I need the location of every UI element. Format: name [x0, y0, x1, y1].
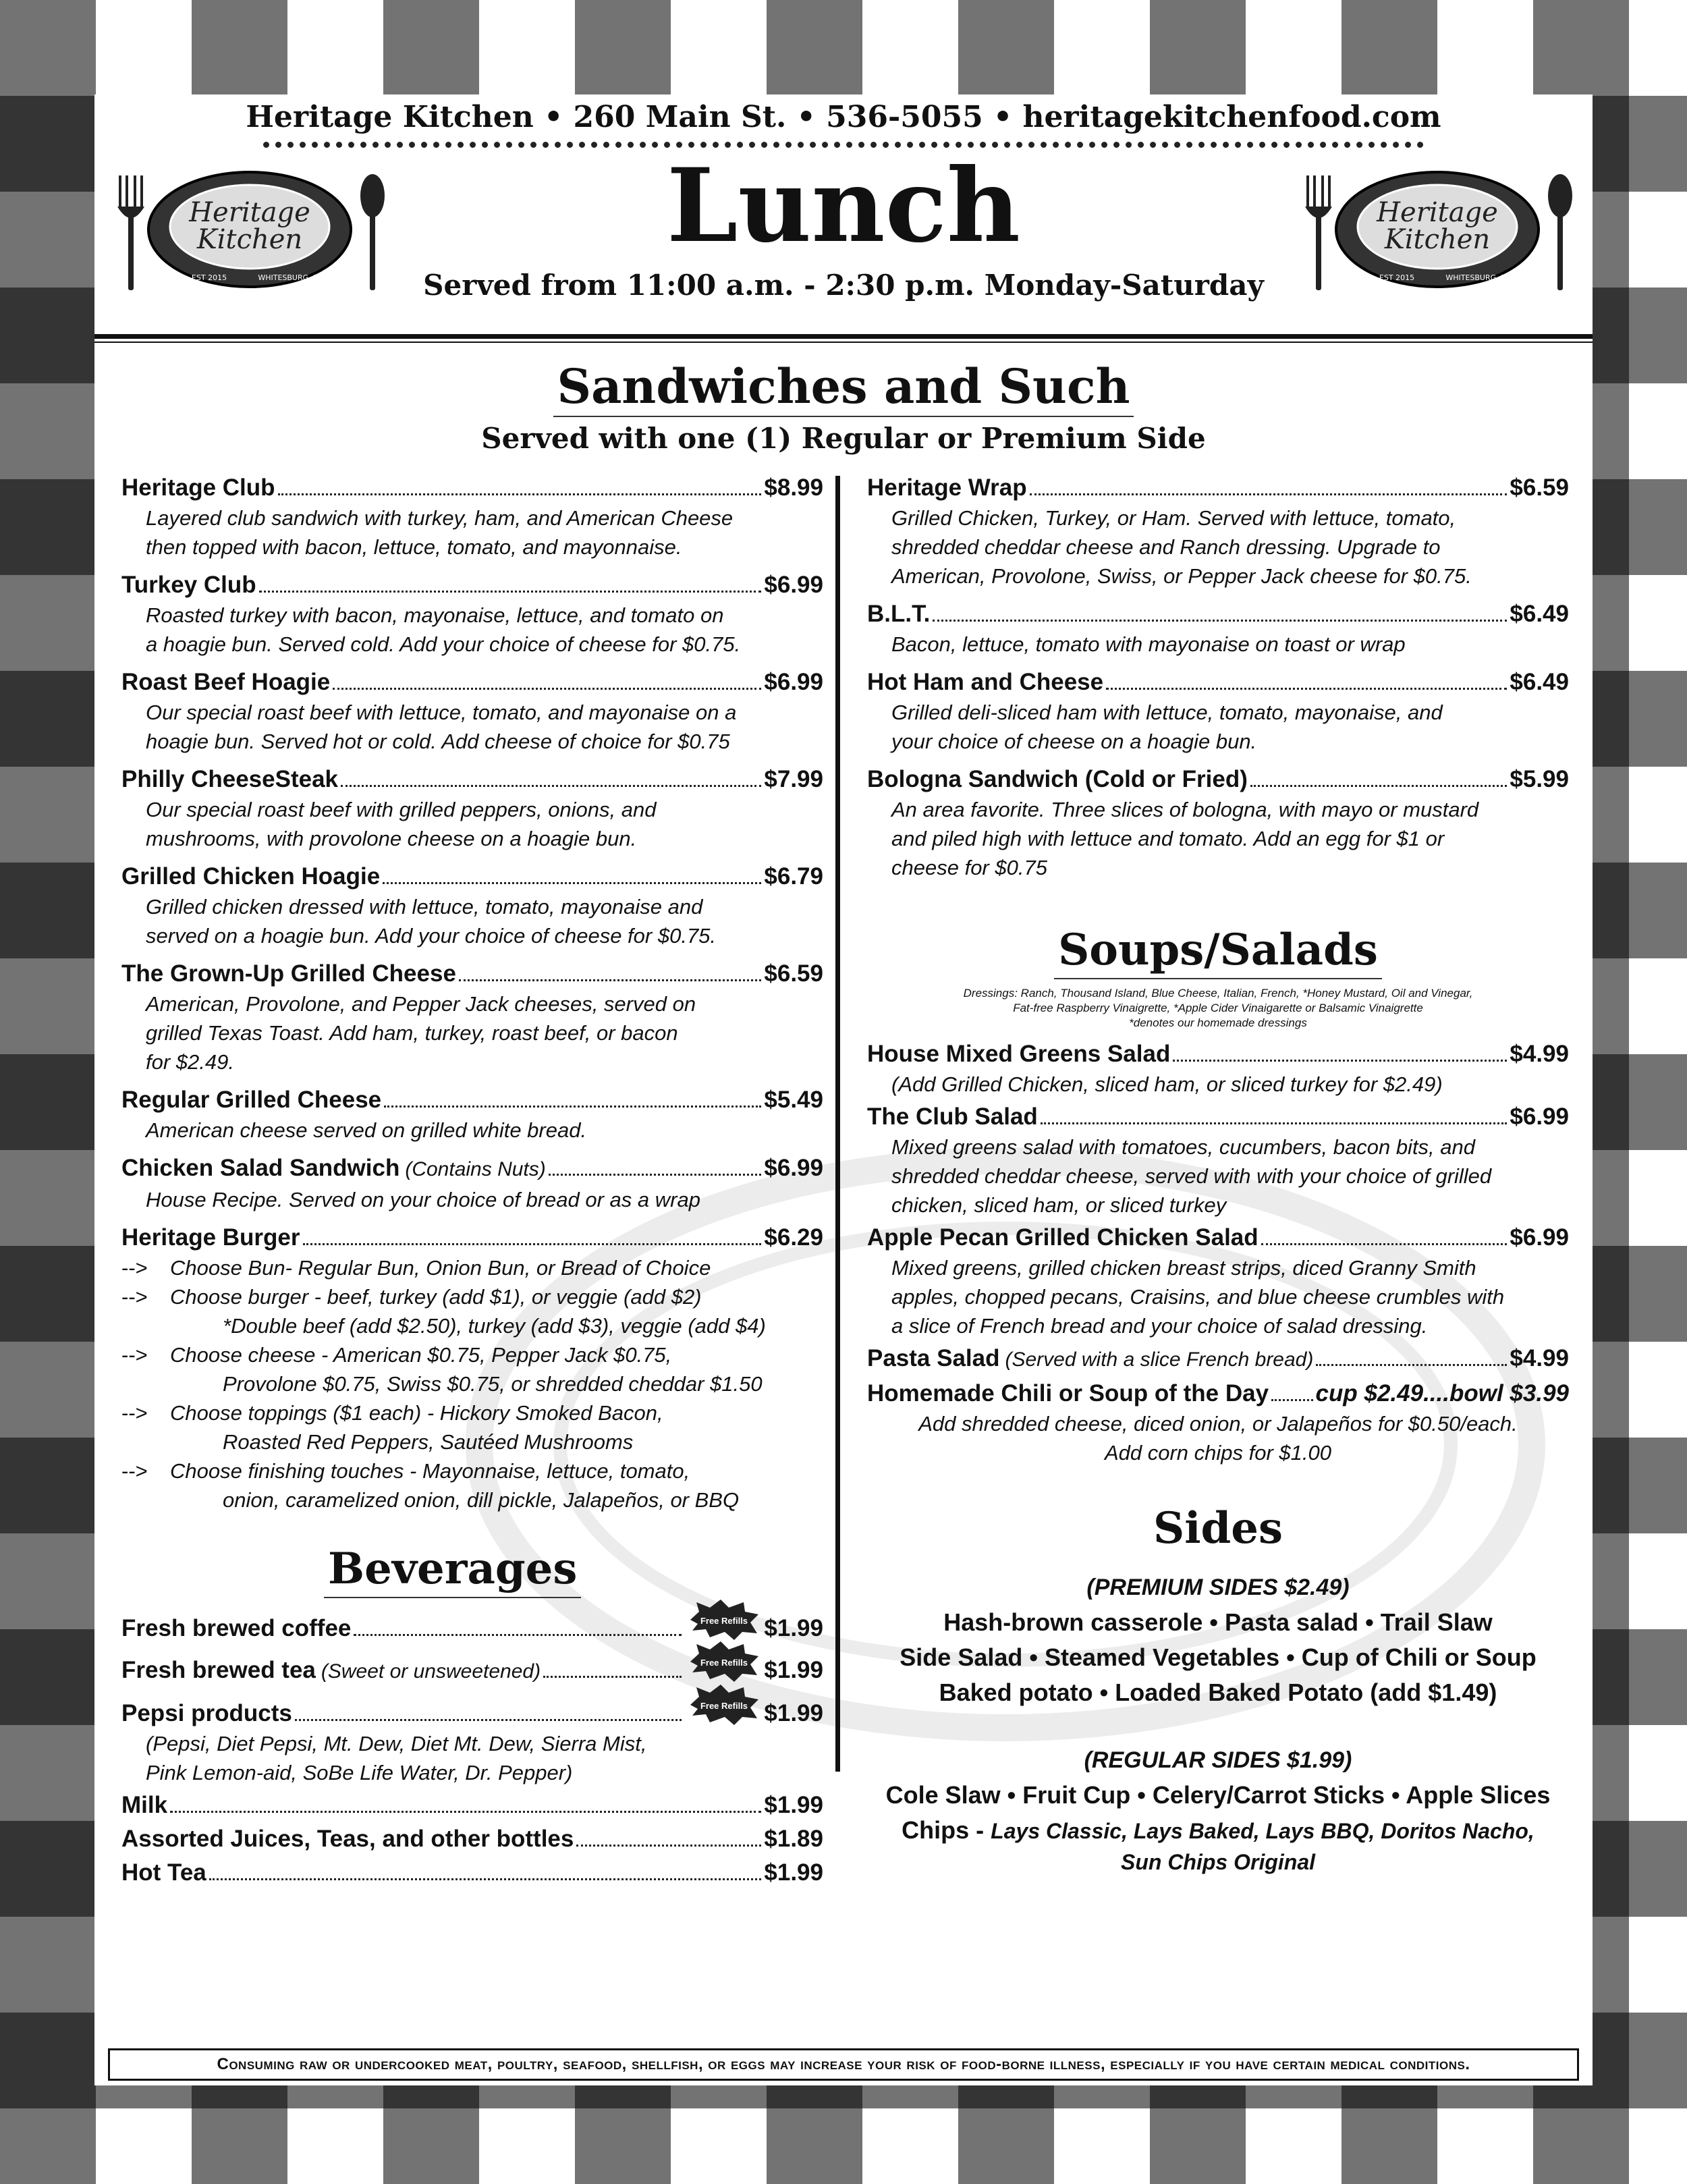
- item-desc: Our special roast beef with lettuce, tomato, and mayonaise on a: [146, 701, 737, 724]
- beverage-item: [121, 1824, 823, 1855]
- menu-item: [867, 667, 1569, 756]
- menu-item: [121, 1153, 823, 1214]
- item-price: $6.99: [764, 1155, 823, 1181]
- item-price: $7.99: [764, 766, 823, 792]
- item-name: Roast Beef Hoagie: [121, 669, 331, 695]
- beverage-item: [121, 1790, 823, 1821]
- premium-sides-line: Side Salad • Steamed Vegetables • Cup of Chili or Soup: [900, 1643, 1537, 1671]
- item-desc: Add corn chips for $1.00: [1104, 1441, 1332, 1465]
- option-text: Choose finishing touches - Mayonnaise, lettuce, tomato,: [170, 1459, 690, 1483]
- item-price: $1.99: [764, 1657, 823, 1683]
- item-name: The Grown-Up Grilled Cheese: [121, 960, 456, 987]
- regular-sides-line: Cole Slaw • Fruit Cup • Celery/Carrot Sticks • Apple Slices: [885, 1781, 1551, 1809]
- logo-ring-town: WHITESBURG, KY: [1445, 273, 1510, 282]
- item-name: House Mixed Greens Salad: [867, 1041, 1171, 1067]
- option-text: Choose burger - beef, turkey (add $1), or veggie (add $2): [170, 1285, 702, 1309]
- item-desc: served on a hoagie bun. Add your choice of cheese for $0.75.: [146, 924, 717, 948]
- item-desc: grilled Texas Toast. Add ham, turkey, roast beef, or bacon: [146, 1021, 678, 1045]
- premium-sides-heading: (PREMIUM SIDES $2.49): [1086, 1575, 1350, 1600]
- item-desc: shredded cheddar cheese, served with with your choice of grilled: [891, 1164, 1492, 1188]
- item-desc: Layered club sandwich with turkey, ham, and American Cheese: [146, 506, 734, 530]
- item-price: $6.99: [764, 669, 823, 695]
- logo-word-2: Kitchen: [196, 224, 303, 255]
- burger-option: [121, 1456, 823, 1485]
- item-price: $6.99: [1510, 1224, 1569, 1251]
- item-price: $6.79: [764, 863, 823, 890]
- option-continued: *Double beef (add $2.50), turkey (add $3), veggie (add $4): [223, 1314, 766, 1338]
- item-desc: Our special roast beef with grilled peppers, onions, and: [146, 798, 657, 821]
- left-column: [121, 472, 823, 1891]
- item-name: Chicken Salad Sandwich: [121, 1155, 400, 1181]
- page-title: Lunch: [667, 146, 1020, 265]
- logo-word-1: Heritage: [189, 197, 310, 228]
- item-desc: shredded cheddar cheese and Ranch dressing. Upgrade to: [891, 535, 1441, 559]
- dot-leader: [170, 1811, 761, 1813]
- chips-line: [867, 1813, 1569, 1849]
- section-title-sandwiches: Sandwiches and Such: [94, 358, 1593, 417]
- header-rule: [94, 334, 1593, 343]
- item-name: Assorted Juices, Teas, and other bottles: [121, 1826, 574, 1852]
- free-refills-burst: [687, 1605, 761, 1636]
- burger-option: [121, 1282, 823, 1311]
- item-name: Fresh brewed tea: [121, 1657, 316, 1683]
- item-desc: Add shredded cheese, diced onion, or Jalapeños for $0.50/each.: [918, 1412, 1518, 1436]
- menu-item: [867, 764, 1569, 882]
- section-title-beverages: Beverages: [121, 1541, 823, 1598]
- logo-ring-town: WHITESBURG, KY: [258, 273, 323, 282]
- item-name: Regular Grilled Cheese: [121, 1087, 382, 1113]
- logo-word-1: Heritage: [1377, 197, 1498, 228]
- dot-leader: [383, 882, 761, 884]
- beverage-item: [121, 1690, 823, 1787]
- service-hours: Served from 11:00 a.m. - 2:30 p.m. Monday-Saturday: [423, 269, 1264, 302]
- item-desc: mushrooms, with provolone cheese on a hoagie bun.: [146, 827, 637, 850]
- item-name: Pepsi products: [121, 1700, 292, 1726]
- item-price: $8.99: [764, 474, 823, 501]
- dot-leader: [1041, 1122, 1508, 1124]
- menu-item: [121, 861, 823, 950]
- dressings-line: *denotes our homemade dressings: [1129, 1016, 1307, 1029]
- free-refills-label: Free Refills: [700, 1616, 748, 1626]
- item-note: (Sweet or unsweetened): [321, 1660, 541, 1683]
- menu-item: [867, 1343, 1569, 1375]
- item-desc: apples, chopped pecans, Craisins, and blue cheese crumbles with: [891, 1285, 1505, 1309]
- burger-option: [121, 1253, 823, 1282]
- chips-label: Chips -: [902, 1816, 991, 1844]
- menu-item: [121, 667, 823, 756]
- item-desc: and piled high with lettuce and tomato. Add an egg for $1 or: [891, 827, 1445, 850]
- item-desc: House Recipe. Served on your choice of bread or as a wrap: [146, 1188, 700, 1211]
- column-divider: [835, 476, 840, 1772]
- free-refills-label: Free Refills: [700, 1658, 748, 1668]
- dot-leader: [459, 979, 761, 981]
- sandwich-list-right: [867, 472, 1569, 882]
- logo-ring-est: EST 2015: [191, 273, 227, 282]
- dressings-line: Fat-free Raspberry Vinaigrette, *Apple Cider Vinaigarette or Balsamic Vinaigrette: [1013, 1002, 1423, 1014]
- item-desc: (Pepsi, Diet Pepsi, Mt. Dew, Diet Mt. Dew, Sierra Mist,: [146, 1732, 647, 1755]
- item-desc: Mixed greens, grilled chicken breast strips, diced Granny Smith: [891, 1256, 1476, 1280]
- item-price: $4.99: [1510, 1041, 1569, 1067]
- item-desc: Grilled Chicken, Turkey, or Ham. Served with lettuce, tomato,: [891, 506, 1456, 530]
- item-price: $1.99: [764, 1792, 823, 1818]
- menu-item: [867, 599, 1569, 659]
- free-refills-label: Free Refills: [700, 1701, 748, 1711]
- right-column: [867, 472, 1569, 1876]
- item-price: $5.49: [764, 1087, 823, 1113]
- logo-ring-est: EST 2015: [1379, 273, 1415, 282]
- logo-word-2: Kitchen: [1384, 224, 1491, 255]
- item-name: Apple Pecan Grilled Chicken Salad: [867, 1224, 1259, 1251]
- option-continued: Provolone $0.75, Swiss $0.75, or shredded cheddar $1.50: [223, 1372, 763, 1396]
- dot-leader: [278, 493, 762, 495]
- beverage-list: [121, 1605, 823, 1888]
- item-price: $6.59: [764, 960, 823, 987]
- dressings-note: [867, 986, 1569, 1031]
- beverage-item: [121, 1857, 823, 1888]
- dressings-line: Dressings: Ranch, Thousand Island, Blue Cheese, Italian, French, *Honey Mustard, Oil and Vinegar,: [963, 987, 1473, 1000]
- menu-item: [121, 472, 823, 562]
- menu-item-burger: [121, 1222, 823, 1514]
- dot-leader: [341, 785, 761, 787]
- premium-sides-line: Hash-brown casserole • Pasta salad • Trail Slaw: [943, 1608, 1493, 1636]
- item-desc: Roasted turkey with bacon, mayonaise, lettuce, and tomato on: [146, 603, 724, 627]
- menu-item: [867, 1222, 1569, 1340]
- dot-leader: [259, 591, 762, 593]
- dot-leader: [543, 1676, 682, 1678]
- dot-leader: [384, 1105, 761, 1108]
- item-name: Homemade Chili or Soup of the Day: [867, 1380, 1269, 1407]
- arrow-marker: -->: [121, 1401, 148, 1425]
- chips-detail: Sun Chips Original: [1120, 1850, 1315, 1874]
- burger-option: [121, 1398, 823, 1427]
- item-note: (Contains Nuts): [405, 1158, 546, 1180]
- option-continued: onion, caramelized onion, dill pickle, Jalapeños, or BBQ: [223, 1488, 740, 1512]
- section-title-soups: Soups/Salads: [867, 923, 1569, 979]
- item-name: Grilled Chicken Hoagie: [121, 863, 381, 890]
- menu-item: [121, 570, 823, 659]
- beverage-item: [121, 1647, 823, 1687]
- item-desc: your choice of cheese on a hoagie bun.: [891, 730, 1257, 753]
- item-desc: chicken, sliced ham, or sliced turkey: [891, 1193, 1227, 1217]
- dot-leader: [576, 1845, 761, 1847]
- item-name: Pasta Salad: [867, 1345, 1000, 1371]
- burger-options: [121, 1253, 823, 1514]
- health-disclaimer: Consuming raw or undercooked meat, poultry, seafood, shellfish, or eggs may increase your risk of food-borne illness, especially if you have certain medical conditions.: [108, 2048, 1579, 2081]
- item-name: Turkey Club: [121, 572, 256, 598]
- item-name: Heritage Burger: [121, 1224, 300, 1251]
- menu-item: [867, 472, 1569, 591]
- item-desc: hoagie bun. Served hot or cold. Add cheese of choice for $0.75: [146, 730, 730, 753]
- item-price: $6.99: [1510, 1103, 1569, 1130]
- menu-item: [867, 1101, 1569, 1220]
- dot-leader: [354, 1634, 682, 1636]
- sides-block: [867, 1570, 1569, 1876]
- item-price: $1.99: [764, 1615, 823, 1641]
- regular-sides-heading: (REGULAR SIDES $1.99): [1084, 1747, 1352, 1773]
- item-desc: a slice of French bread and your choice of salad dressing.: [891, 1314, 1428, 1338]
- menu-item: [121, 764, 823, 853]
- item-desc: (Add Grilled Chicken, sliced ham, or sliced turkey for $2.49): [891, 1072, 1443, 1096]
- menu-item-chili: [867, 1378, 1569, 1467]
- item-desc: Bacon, lettuce, tomato with mayonaise on toast or wrap: [891, 632, 1406, 656]
- beverage-item: [121, 1605, 823, 1644]
- item-name: Hot Ham and Cheese: [867, 669, 1104, 695]
- soup-salad-list: [867, 1039, 1569, 1375]
- item-price: $6.49: [1510, 669, 1569, 695]
- item-price: $6.49: [1510, 601, 1569, 627]
- item-price: $5.99: [1510, 766, 1569, 792]
- item-name: Bologna Sandwich (Cold or Fried): [867, 766, 1248, 792]
- item-name: Fresh brewed coffee: [121, 1615, 352, 1641]
- option-text: Choose Bun- Regular Bun, Onion Bun, or Bread of Choice: [170, 1256, 711, 1280]
- item-price: $4.99: [1510, 1345, 1569, 1371]
- arrow-marker: -->: [121, 1256, 148, 1280]
- menu-item: [121, 958, 823, 1076]
- dot-leader: [1173, 1060, 1507, 1062]
- item-name: The Club Salad: [867, 1103, 1038, 1130]
- option-text: Choose cheese - American $0.75, Pepper Jack $0.75,: [170, 1343, 672, 1367]
- dot-leader: [333, 688, 761, 690]
- menu-item: [121, 1085, 823, 1145]
- menu-page: [94, 94, 1593, 2085]
- section-title-sides: Sides: [1153, 1503, 1283, 1554]
- item-note: (Served with a slice French bread): [1005, 1348, 1314, 1371]
- item-price: $1.99: [764, 1700, 823, 1726]
- dot-leader: [549, 1174, 762, 1176]
- sandwiches-subtitle: Served with one (1) Regular or Premium Side: [481, 422, 1206, 455]
- sandwich-list-left: [121, 472, 823, 1214]
- dot-leader: [933, 620, 1507, 622]
- menu-item: [867, 1039, 1569, 1099]
- option-text: Choose toppings ($1 each) - Hickory Smoked Bacon,: [170, 1401, 663, 1425]
- item-price: $6.99: [764, 572, 823, 598]
- free-refills-burst: [687, 1690, 761, 1721]
- item-desc: cheese for $0.75: [891, 856, 1047, 879]
- item-desc: American, Provolone, Swiss, or Pepper Jack cheese for $0.75.: [891, 564, 1472, 588]
- item-desc: American cheese served on grilled white bread.: [146, 1118, 587, 1142]
- item-desc: for $2.49.: [146, 1050, 234, 1074]
- item-desc: An area favorite. Three slices of bologna, with mayo or mustard: [891, 798, 1479, 821]
- free-refills-burst: [687, 1647, 761, 1678]
- dot-leader: [1261, 1243, 1508, 1245]
- item-price: cup $2.49....bowl $3.99: [1315, 1380, 1569, 1407]
- item-price: $1.89: [764, 1826, 823, 1852]
- item-name: Heritage Club: [121, 474, 275, 501]
- dot-leader: [1250, 785, 1508, 787]
- option-continued: Roasted Red Peppers, Sautéed Mushrooms: [223, 1430, 634, 1454]
- burger-option: [121, 1340, 823, 1369]
- item-name: Heritage Wrap: [867, 474, 1027, 501]
- item-price: $1.99: [764, 1859, 823, 1886]
- dot-leader: [1316, 1364, 1507, 1366]
- item-desc: Grilled chicken dressed with lettuce, tomato, mayonaise and: [146, 895, 703, 919]
- item-desc: Mixed greens salad with tomatoes, cucumbers, bacon bits, and: [891, 1135, 1476, 1159]
- chips-detail: Lays Classic, Lays Baked, Lays BBQ, Doritos Nacho,: [991, 1819, 1534, 1843]
- contact-info: Heritage Kitchen • 260 Main St. • 536-5055 • heritagekitchenfood.com: [246, 100, 1441, 134]
- dot-leader: [209, 1878, 762, 1880]
- item-desc: Grilled deli-sliced ham with lettuce, tomato, mayonaise, and: [891, 701, 1443, 724]
- item-name: Milk: [121, 1792, 168, 1818]
- item-desc: Pink Lemon-aid, SoBe Life Water, Dr. Pepper): [146, 1761, 573, 1784]
- item-desc: then topped with bacon, lettuce, tomato, and mayonnaise.: [146, 535, 682, 559]
- item-name: B.L.T.: [867, 601, 931, 627]
- item-desc: American, Provolone, and Pepper Jack cheeses, served on: [146, 992, 696, 1016]
- item-price: $6.59: [1510, 474, 1569, 501]
- item-name: Philly CheeseSteak: [121, 766, 338, 792]
- item-desc: a hoagie bun. Served cold. Add your choice of cheese for $0.75.: [146, 632, 741, 656]
- item-price: $6.29: [764, 1224, 823, 1251]
- dot-leader: [295, 1719, 682, 1721]
- item-name: Hot Tea: [121, 1859, 206, 1886]
- dot-leader: [1106, 688, 1507, 690]
- arrow-marker: -->: [121, 1285, 148, 1309]
- dot-leader: [1271, 1399, 1312, 1401]
- premium-sides-line: Baked potato • Loaded Baked Potato (add $1.49): [939, 1678, 1497, 1706]
- arrow-marker: -->: [121, 1343, 148, 1367]
- arrow-marker: -->: [121, 1459, 148, 1483]
- dot-leader: [1030, 493, 1508, 495]
- dot-leader: [303, 1243, 762, 1245]
